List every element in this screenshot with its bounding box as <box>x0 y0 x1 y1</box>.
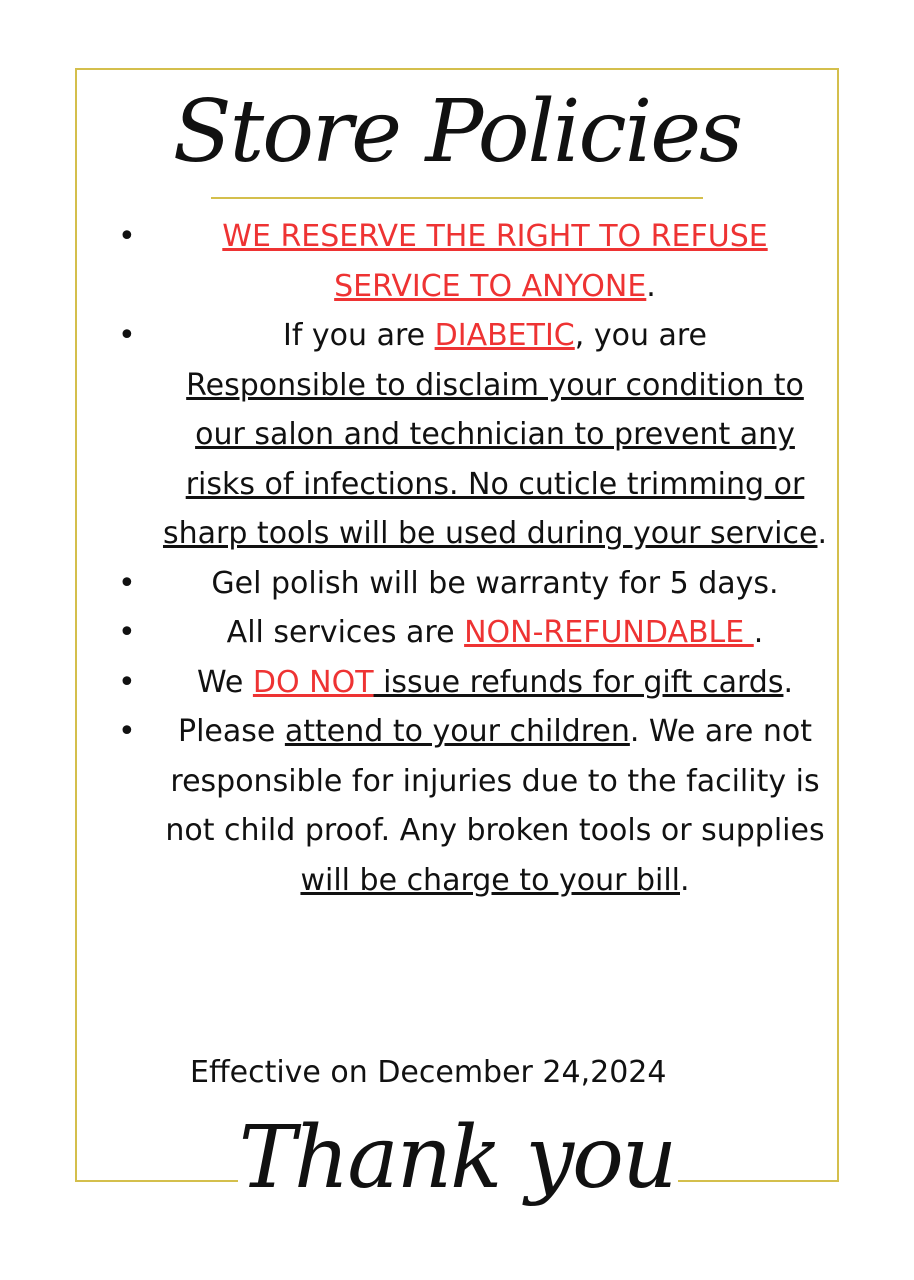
policy-refuse-service: • WE RESERVE THE RIGHT TO REFUSE SERVICE TO ANYONE. <box>110 212 830 311</box>
policy-gift-cards: • We DO NOT issue refunds for gift cards. <box>110 658 830 708</box>
policy-highlight: DIABETIC <box>434 318 575 353</box>
page-title: Store Policies <box>172 82 742 182</box>
bullet-icon: • <box>118 714 136 749</box>
title-divider <box>211 197 703 199</box>
policy-highlight: DO NOT <box>252 664 374 700</box>
gold-frame-left <box>75 68 77 1181</box>
policy-children: • Please attend to your children. We are not responsible for injuries due to the facility is not child proof. Any broken tools or supplies will be charge to your bill. <box>110 707 830 905</box>
bullet-icon: • <box>118 219 136 254</box>
gold-frame-top <box>75 68 839 70</box>
policy-gel-warranty: • Gel polish will be warranty for 5 days. <box>110 559 830 609</box>
policy-underlined: Responsible to disclaim your condition to our salon and technician to prevent any risks of infections. No cuticle trimming or sharp tools will be used during your service <box>162 367 818 551</box>
policy-highlight: WE RESERVE THE RIGHT TO REFUSE SERVICE TO ANYONE <box>222 219 768 304</box>
policy-non-refundable: • All services are NON-REFUNDABLE . <box>110 608 830 658</box>
policy-underlined: will be charge to your bill <box>300 862 680 898</box>
policy-diabetic: • If you are DIABETIC, you are Responsible to disclaim your condition to our salon and technician to prevent any risks of infections. No cuticle trimming or sharp tools will be used during your service. <box>110 311 830 559</box>
gold-frame-right <box>837 68 839 1181</box>
closing-thank-you: Thank you <box>238 1108 676 1208</box>
bullet-icon: • <box>118 565 136 601</box>
bullet-icon: • <box>118 615 136 650</box>
bullet-icon: • <box>118 318 136 353</box>
policy-underlined: issue refunds for gift cards <box>373 664 784 700</box>
policy-list <box>110 212 830 905</box>
policy-underlined: attend to your children <box>284 714 630 749</box>
bullet-icon: • <box>118 664 136 700</box>
effective-date: Effective on December 24,2024 <box>190 1055 667 1090</box>
policy-highlight: NON-REFUNDABLE <box>464 615 754 650</box>
